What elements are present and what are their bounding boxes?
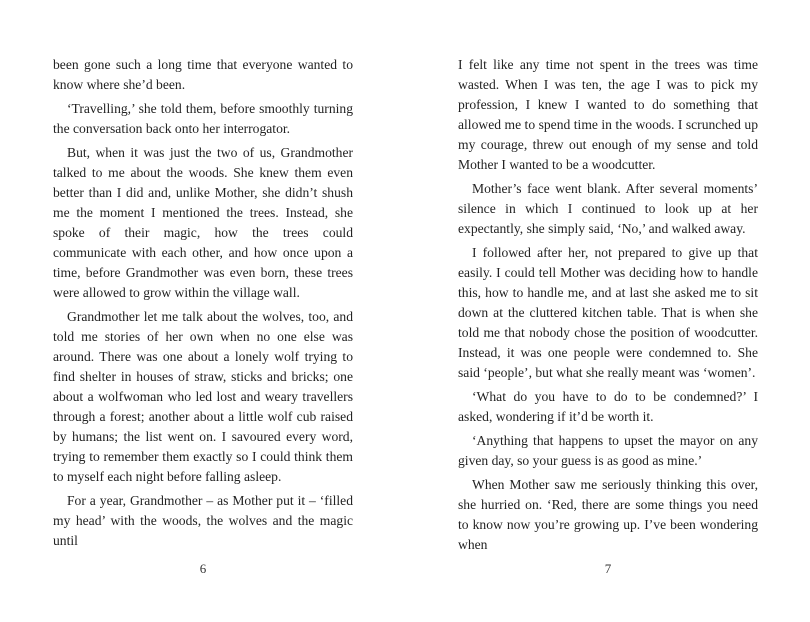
right-paragraph-5: ‘Anything that happens to upset the mayor on any given day, so your guess is as good as mine.’	[458, 433, 758, 468]
left-page-number: 6	[199, 561, 207, 576]
right-paragraph-6: When Mother saw me seriously thinking this over, she hurried on. ‘Red, there are some things you need to know now you’re growing up. I’ve been wondering when	[458, 477, 758, 552]
right-paragraph-1: I felt like any time not spent in the trees was time wasted. When I was ten, the age I was to pick my profession, I knew I wanted to do something that allowed me to spend time in the woods. I scrunched up my courage, threw out enough of my sense and told Mother I wanted to be a woodcutter.	[458, 57, 758, 172]
left-paragraph-3: But, when it was just the two of us, Grandmother talked to me about the woods. She knew them even better than I did and, unlike Mother, she didn’t shush me the moment I mentioned the trees. Instead, she spoke of their magic, how the trees could communicate with each other, and how once upon a time, before Grandmother was even born, these trees were allowed to grow within the village wall.	[53, 145, 353, 300]
right-page	[458, 55, 758, 559]
right-page-number: 7	[604, 561, 612, 576]
left-page	[53, 55, 353, 555]
left-paragraph-2: ‘Travelling,’ she told them, before smoothly turning the conversation back onto her interrogator.	[53, 101, 353, 136]
right-paragraph-3: I followed after her, not prepared to give up that easily. I could tell Mother was deciding how to handle this, how to handle me, and at last she asked me to sit down at the cluttered kitchen table. That is when she told me that nobody chose the position of woodcutter. Instead, it was one people were condemned to. She said ‘people’, but what she really meant was ‘women’.	[458, 245, 758, 380]
left-paragraph-4: Grandmother let me talk about the wolves, too, and told me stories of her own when no one else was around. There was one about a lonely wolf trying to find shelter in houses of straw, sticks and bricks; one about a wolfwoman who led lost and weary travellers through a forest; another about a little wolf cub raised by humans; the list went on. I savoured every word, trying to remember them exactly so I could think them to myself each night before falling asleep.	[53, 309, 353, 484]
right-paragraph-2: Mother’s face went blank. After several moments’ silence in which I continued to look up at her expectantly, she simply said, ‘No,’ and walked away.	[458, 181, 758, 236]
left-paragraph-5: For a year, Grandmother – as Mother put it – ‘filled my head’ with the woods, the wolves and the magic until	[53, 493, 353, 548]
left-paragraph-1: been gone such a long time that everyone wanted to know where she’d been.	[53, 57, 353, 92]
right-paragraph-4: ‘What do you have to do to be condemned?’ I asked, wondering if it’d be worth it.	[458, 389, 758, 424]
